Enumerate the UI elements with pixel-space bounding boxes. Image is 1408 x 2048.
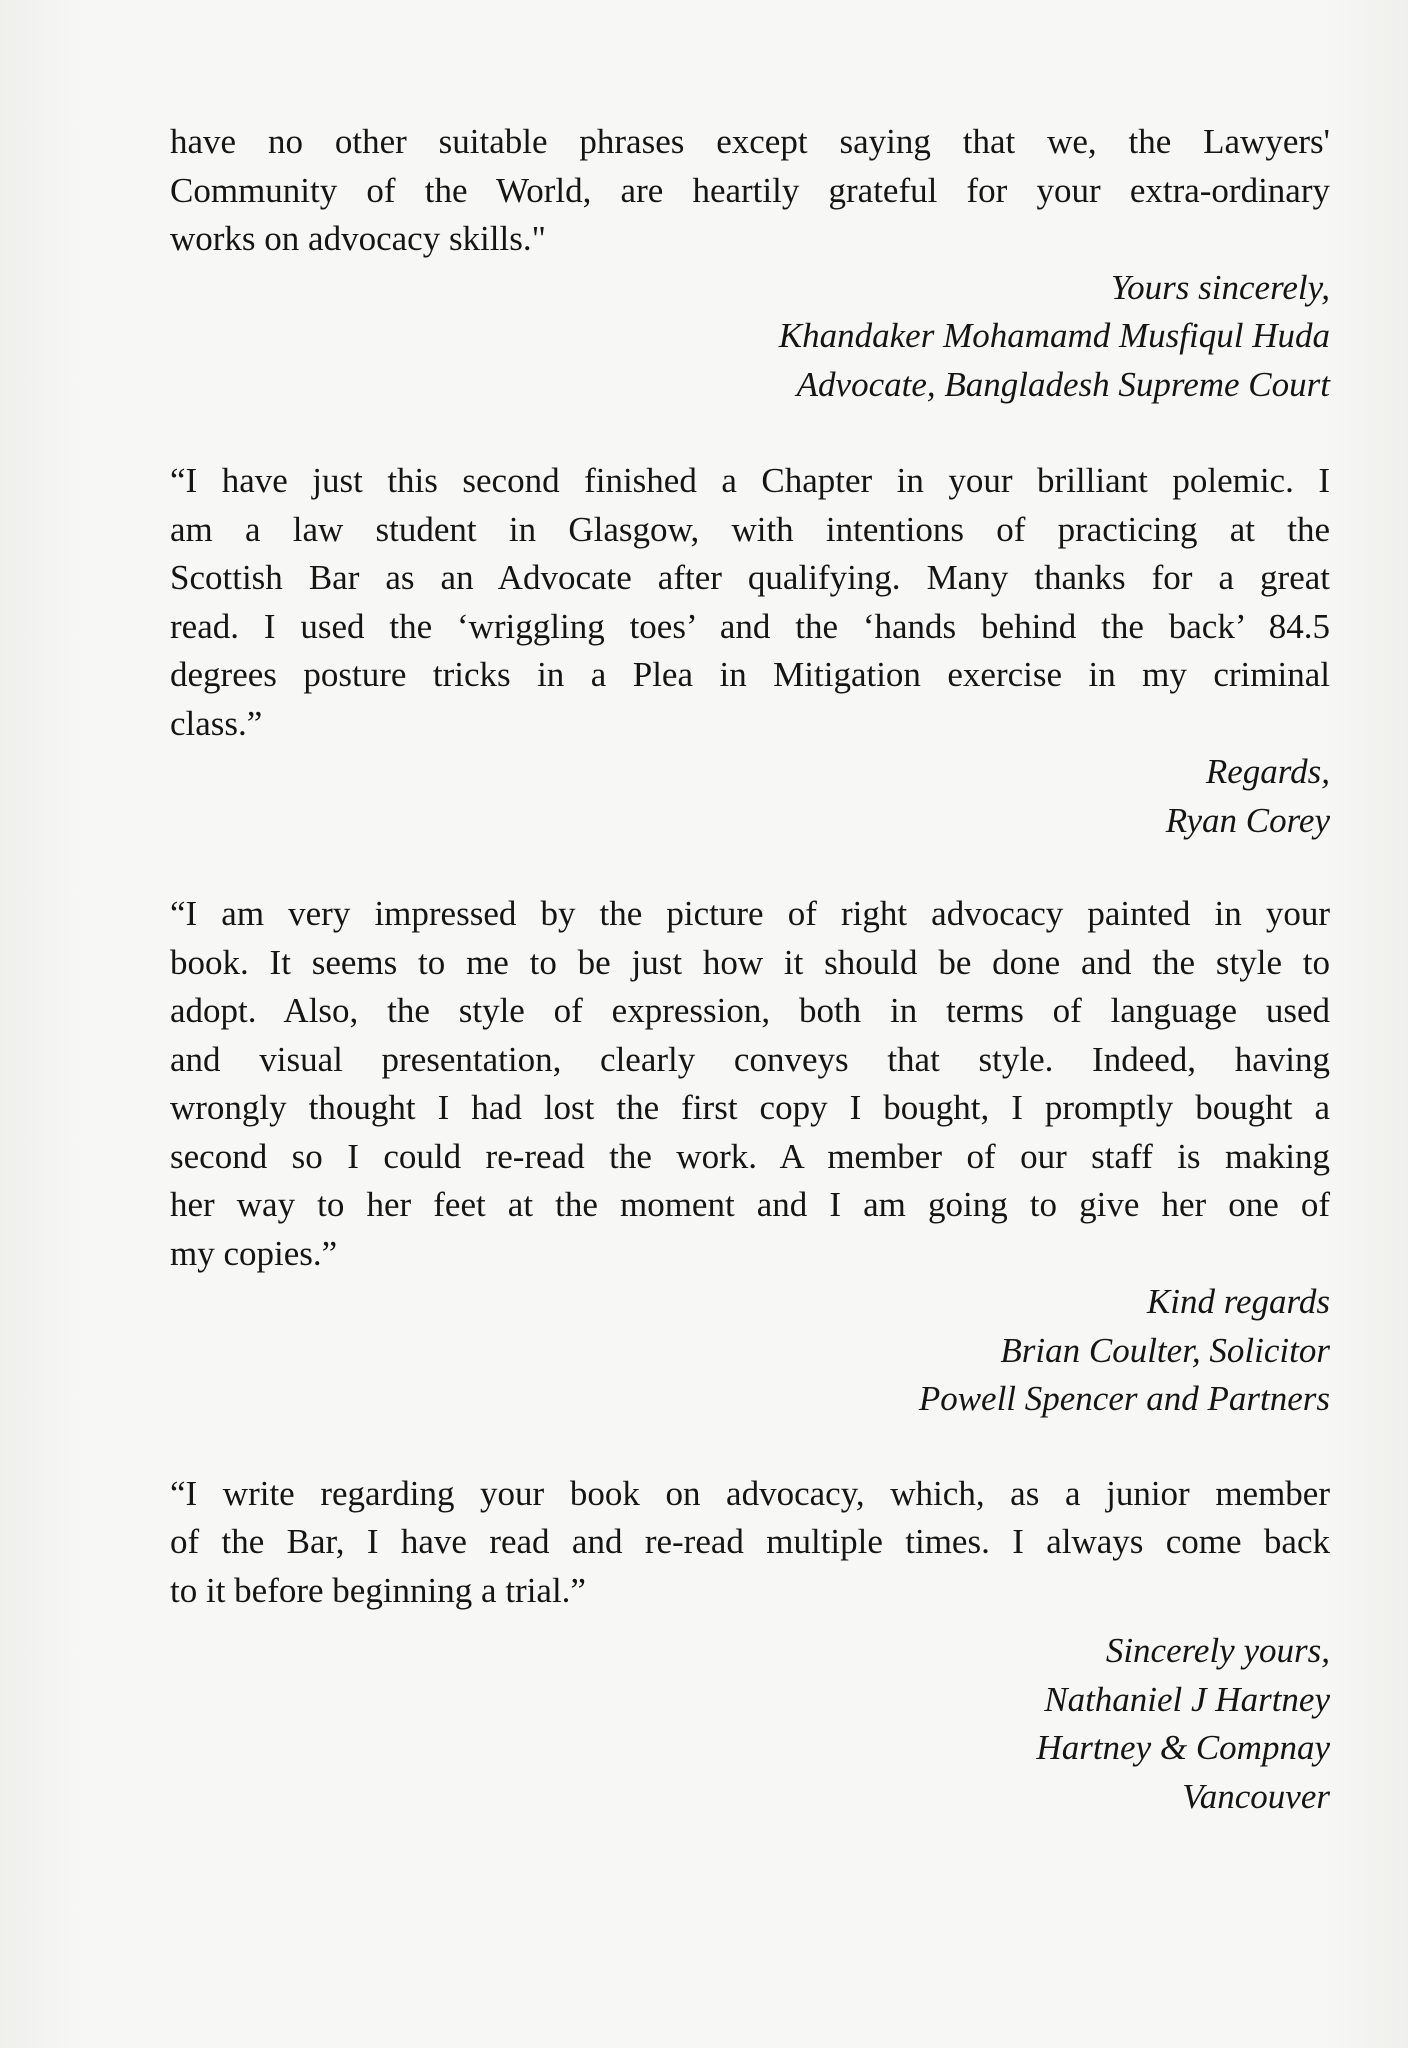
- text-line: adopt. Also, the style of expression, both in terms of language used: [170, 991, 1330, 1030]
- text-line: am a law student in Glasgow, with intentions of practicing at the: [170, 509, 1330, 549]
- text-line: “I have just this second finished a Chapter in your brilliant polemic. I: [170, 461, 1330, 500]
- text-line: to it before beginning a trial.”: [170, 1570, 586, 1610]
- signature-name: Khandaker Mohamamd Musfiqul Huda: [778, 316, 1330, 355]
- testimonial-3-signature: [170, 1278, 1330, 1424]
- testimonial-4-signature: [170, 1627, 1330, 1821]
- text-line: “I write regarding your book on advocacy, which, as a junior member: [170, 1473, 1330, 1513]
- text-line: wrongly thought I had lost the first copy I bought, I promptly bought a: [170, 1088, 1330, 1127]
- text-line: her way to her feet at the moment and I am going to give her one of: [170, 1185, 1330, 1224]
- text-line: class.”: [170, 703, 263, 743]
- signature-closing: Kind regards: [1146, 1282, 1330, 1321]
- signature-name: Ryan Corey: [1165, 800, 1330, 840]
- text-line: and visual presentation, clearly conveys that style. Indeed, having: [170, 1039, 1330, 1079]
- text-line: read. I used the ‘wriggling toes’ and the ‘hands behind the back’ 84.5: [170, 606, 1330, 646]
- signature-name: Brian Coulter, Solicitor: [1000, 1330, 1330, 1370]
- signature-name: Nathaniel J Hartney: [1044, 1679, 1330, 1719]
- text-line: second so I could re-read the work. A member of our staff is making: [170, 1136, 1330, 1176]
- text-line: have no other suitable phrases except saying that we, the Lawyers': [170, 122, 1330, 161]
- testimonial-2-signature: [170, 748, 1330, 845]
- testimonial-4-text: [170, 1470, 1330, 1616]
- signature-organization: Hartney & Compnay: [1036, 1728, 1330, 1767]
- testimonial-1-text: [170, 118, 1330, 264]
- testimonial-3-text: [170, 890, 1330, 1278]
- text-line: Scottish Bar as an Advocate after qualifying. Many thanks for a great: [170, 558, 1330, 597]
- signature-title: Advocate, Bangladesh Supreme Court: [796, 364, 1330, 404]
- testimonials-column: [170, 118, 1330, 1821]
- testimonial-4: [170, 1470, 1330, 1822]
- testimonial-1: [170, 118, 1330, 409]
- testimonial-1-signature: [170, 264, 1330, 410]
- signature-closing: Yours sincerely,: [1110, 267, 1330, 307]
- testimonial-2-text: [170, 457, 1330, 748]
- text-line: degrees posture tricks in a Plea in Mitigation exercise in my criminal: [170, 655, 1330, 694]
- text-line: Community of the World, are heartily grateful for your extra-ordinary: [170, 170, 1330, 210]
- text-line: works on advocacy skills.": [170, 219, 546, 258]
- testimonial-2: [170, 457, 1330, 845]
- text-line: my copies.”: [170, 1233, 338, 1273]
- signature-closing: Regards,: [1205, 752, 1330, 791]
- text-line: “I am very impressed by the picture of right advocacy painted in your: [170, 894, 1330, 933]
- text-line: of the Bar, I have read and re-read multiple times. I always come back: [170, 1522, 1330, 1561]
- signature-location: Vancouver: [1182, 1776, 1330, 1816]
- testimonial-3: [170, 890, 1330, 1424]
- text-line: book. It seems to me to be just how it should be done and the style to: [170, 942, 1330, 982]
- signature-closing: Sincerely yours,: [1105, 1631, 1330, 1670]
- signature-organization: Powell Spencer and Partners: [918, 1379, 1330, 1418]
